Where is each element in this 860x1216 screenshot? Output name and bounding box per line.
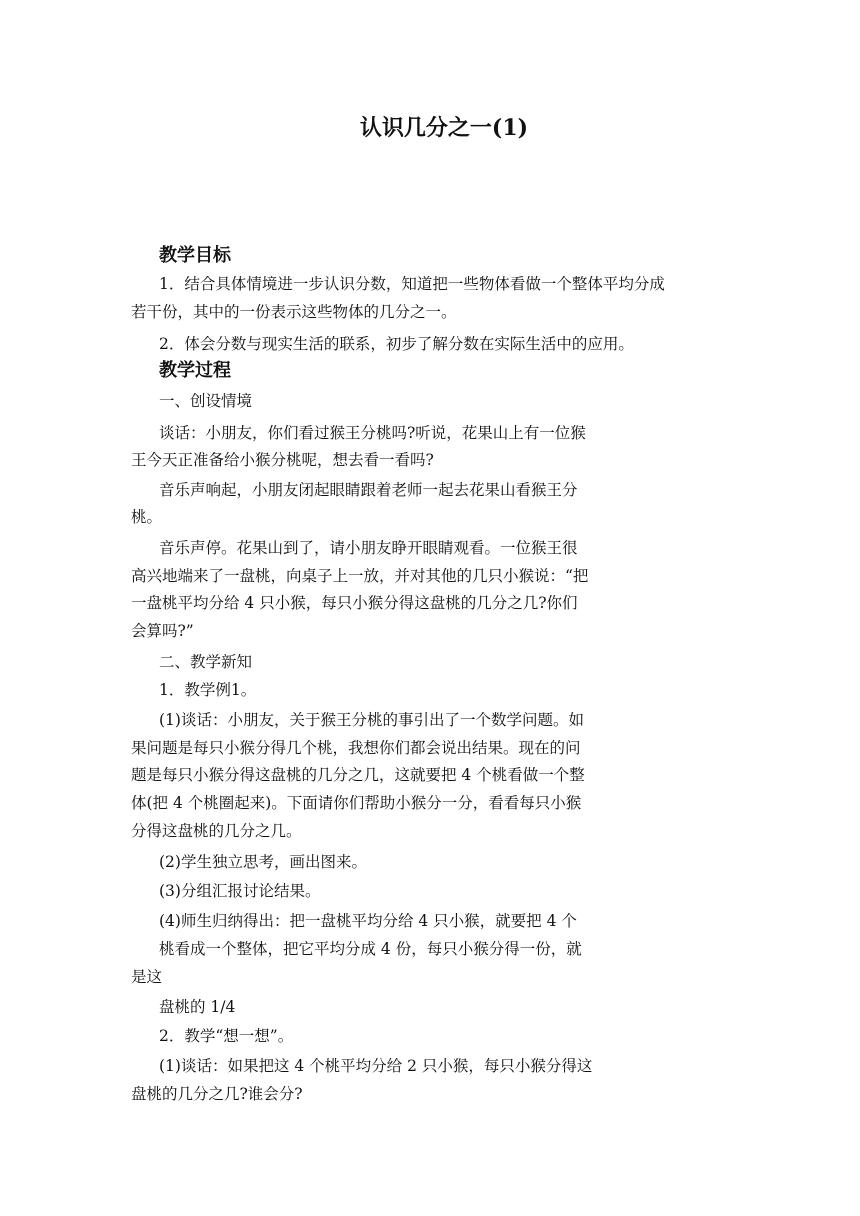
section-2-title: 二、教学新知 — [159, 653, 253, 671]
paragraph-2-line-1: 音乐声响起，小朋友闭起眼睛跟着老师一起去花果山看猴王分 — [159, 481, 578, 499]
step-4-line-2: 桃看成一个整体，把它平均分成 4 份，每只小猴分得一份，就 — [159, 940, 582, 958]
step-2: (2)学生独立思考，画出图来。 — [159, 853, 367, 871]
paragraph-1-line-1: 谈话：小朋友，你们看过猴王分桃吗?听说，花果山上有一位猴 — [159, 424, 586, 442]
step-3: (3)分组汇报讨论结果。 — [159, 882, 321, 900]
paragraph-3-line-2: 高兴地端来了一盘桃，向桌子上一放，并对其他的几只小猴说：“把 — [131, 567, 589, 585]
heading-teaching-process: 教学过程 — [159, 360, 231, 381]
paragraph-1-line-2: 王今天正准备给小猴分桃呢，想去看一看吗? — [131, 451, 434, 469]
goal-2: 2．体会分数与现实生活的联系，初步了解分数在实际生活中的应用。 — [159, 335, 634, 353]
paragraph-2-line-2: 桃。 — [131, 508, 163, 526]
step-1-line-5: 分得这盘桃的几分之几。 — [131, 822, 302, 840]
goal-1-line-1: 1．结合具体情境进一步认识分数，知道把一些物体看做一个整体平均分成 — [159, 275, 665, 293]
paragraph-3-line-4: 会算吗?” — [131, 622, 194, 640]
paragraph-3-line-3: 一盘桃平均分给 4 只小猴，每只小猴分得这盘桃的几分之几?你们 — [131, 594, 578, 612]
step-1-line-4: 体(把 4 个桃圈起来)。下面请你们帮助小猴分一分，看看每只小猴 — [131, 794, 582, 812]
step-1-line-3: 题是每只小猴分得这盘桃的几分之几，这就要把 4 个桃看做一个整 — [131, 766, 585, 784]
section-1-title: 一、创设情境 — [159, 392, 253, 410]
step-1-line-1: (1)谈话：小朋友，关于猴王分桃的事引出了一个数学问题。如 — [159, 711, 584, 729]
goal-1-line-2: 若干份，其中的一份表示这些物体的几分之一。 — [131, 303, 457, 321]
think-step-1-line-2: 盘桃的几分之几?谁会分? — [131, 1085, 303, 1103]
think-step-1-line-1: (1)谈话：如果把这 4 个桃平均分给 2 只小猴，每只小猴分得这 — [159, 1057, 593, 1075]
item-1-title: 1．教学例1。 — [159, 681, 257, 699]
heading-teaching-goals: 教学目标 — [159, 245, 231, 266]
step-4-line-3: 是这 — [131, 968, 163, 986]
page-title: 认识几分之一(1) — [359, 115, 529, 141]
step-4-line-4: 盘桃的 1/4 — [159, 998, 236, 1016]
item-2-title: 2．教学“想一想”。 — [159, 1027, 294, 1045]
paragraph-3-line-1: 音乐声停。花果山到了，请小朋友睁开眼睛观看。一位猴王很 — [159, 539, 578, 557]
step-4-line-1: (4)师生归纳得出：把一盘桃平均分给 4 只小猴，就要把 4 个 — [159, 912, 577, 930]
step-1-line-2: 果问题是每只小猴分得几个桃，我想你们都会说出结果。现在的问 — [131, 739, 581, 757]
